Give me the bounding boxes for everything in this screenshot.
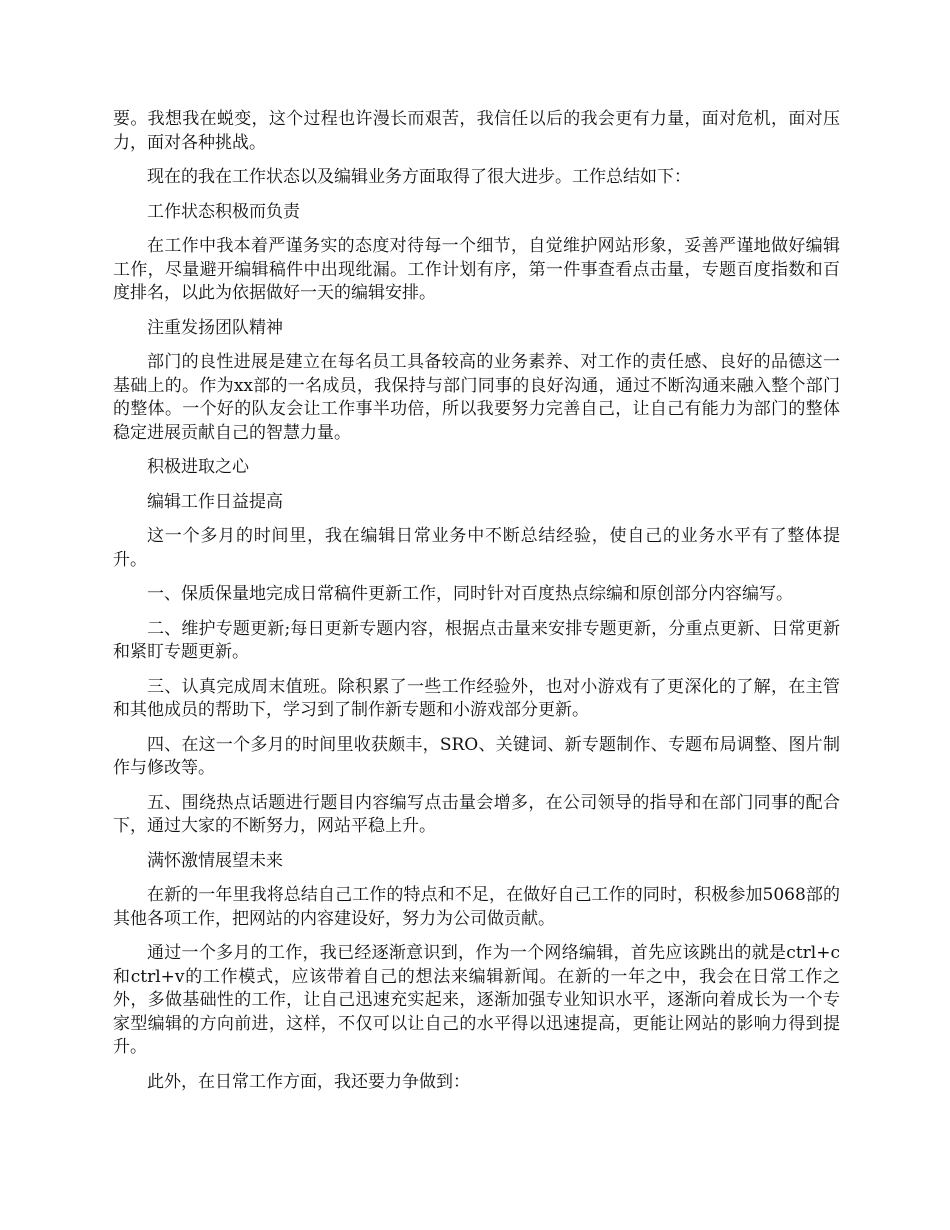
- paragraph-reflection: 通过一个多月的工作，我已经逐渐意识到，作为一个网络编辑，首先应该跳出的就是ctrl+c和ctrl+v的工作模式，应该带着自己的想法来编辑新闻。在新的一年之中，我会在日常工作之外，多做基础性的工作，让自己迅速充实起来，逐渐加强专业知识水平，逐渐向着成长为一个专家型编辑的方向前进，这样，不仅可以让自己的水平得以迅速提高，更能让网站的影响力得到提升。: [113, 943, 840, 1057]
- section-heading-future: 满怀激情展望未来: [147, 850, 283, 871]
- paragraph-work-status: 在工作中我本着严谨务实的态度对待每一个细节，自觉维护网站形象，妥善严谨地做好编辑工作，尽量避开编辑稿件中出现纰漏。工作计划有序，第一件事查看点击量，专题百度指数和百度排名，以此为依据做好一天的编辑安排。: [113, 236, 840, 303]
- paragraph-closing: 此外，在日常工作方面，我还要力争做到：: [147, 1071, 470, 1092]
- list-item-5: 五、围绕热点话题进行题目内容编写点击量会增多，在公司领导的指导和在部门同事的配合下，通过大家的不断努力，网站平稳上升。: [113, 792, 840, 836]
- list-item-2: 二、维护专题更新;每日更新专题内容，根据点击量来安排专题更新，分重点更新、日常更新和紧盯专题更新。: [113, 618, 840, 662]
- paragraph-continuation: 要。我想我在蜕变，这个过程也许漫长而艰苦，我信任以后的我会更有力量，面对危机，面对压力，面对各种挑战。: [113, 109, 840, 153]
- list-item-4: 四、在这一个多月的时间里收获颇丰，SRO、关键词、新专题制作、专题布局调整、图片制作与修改等。: [113, 734, 840, 778]
- document-page: [113, 108, 840, 1105]
- paragraph-intro-summary: 现在的我在工作状态以及编辑业务方面取得了很大进步。工作总结如下：: [147, 167, 691, 187]
- list-item-1: 一、保质保量地完成日常稿件更新工作，同时针对百度热点综编和原创部分内容编写。: [147, 584, 793, 604]
- section-heading-editing: 编辑工作日益提高: [147, 491, 283, 512]
- paragraph-future-plan: 在新的一年里我将总结自己工作的特点和不足，在做好自己工作的同时，积极参加5068部的其他各项工作，把网站的内容建设好，努力为公司做贡献。: [113, 885, 840, 929]
- paragraph-editing-summary: 这一个多月的时间里，我在编辑日常业务中不断总结经验，使自己的业务水平有了整体提升。: [113, 526, 840, 570]
- section-heading-progress: 积极进取之心: [147, 457, 249, 477]
- paragraph-team-spirit: 部门的良性进展是建立在每名员工具备较高的业务素养、对工作的责任感、良好的品德这一基础上的。作为xx部的一名成员，我保持与部门同事的良好沟通，通过不断沟通来融入整个部门的整体。一个好的队友会让工作事半功倍，所以我要努力完善自己，让自己有能力为部门的整体稳定进展贡献自己的智慧力量。: [113, 352, 840, 443]
- section-heading-work-status: 工作状态积极而负责: [147, 201, 300, 222]
- section-heading-team-spirit: 注重发扬团队精神: [147, 317, 283, 338]
- list-item-3: 三、认真完成周末值班。除积累了一些工作经验外，也对小游戏有了更深化的了解，在主管和其他成员的帮助下，学习到了制作新专题和小游戏部分更新。: [113, 676, 840, 720]
